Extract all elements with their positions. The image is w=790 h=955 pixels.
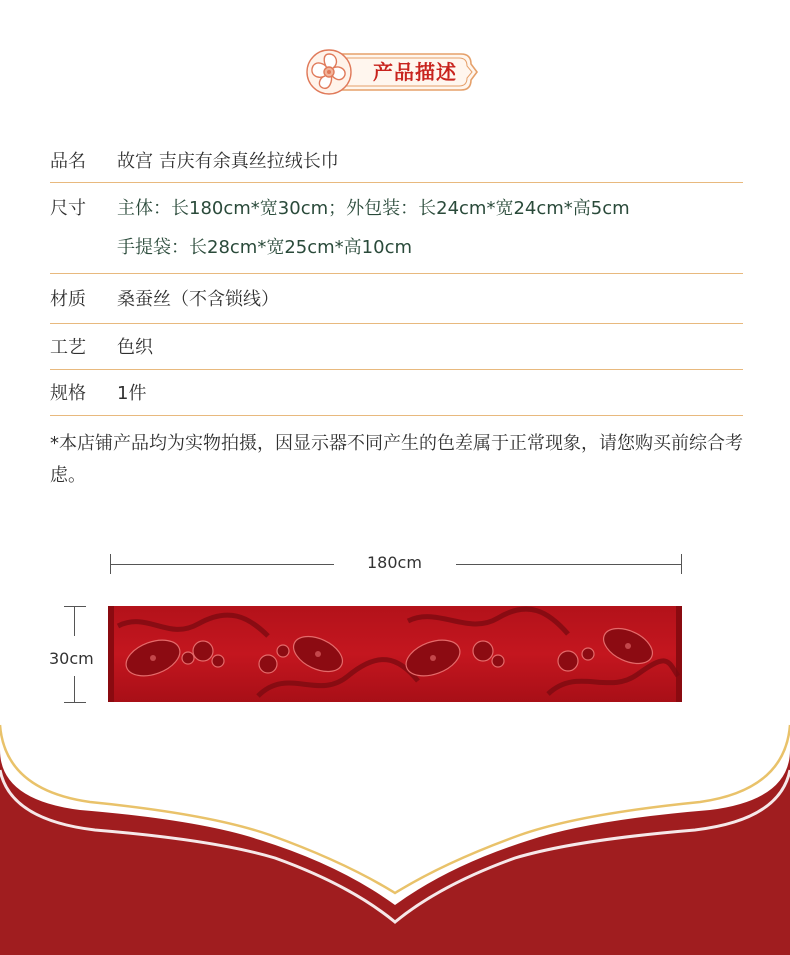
row-divider — [50, 369, 743, 370]
width-label: 30cm — [49, 649, 94, 668]
length-label: 180cm — [367, 553, 422, 572]
row-divider — [50, 323, 743, 324]
row-divider — [50, 415, 743, 416]
row-divider — [50, 273, 743, 274]
size-label: 尺寸 — [50, 198, 86, 219]
name-label: 品名 — [50, 151, 86, 172]
spec-value: 1件 — [117, 383, 147, 404]
size-value-line1: 主体：长180cm*宽30cm；外包装：长24cm*宽24cm*高5cm — [117, 198, 630, 219]
size-value-line2: 手提袋：长28cm*宽25cm*高10cm — [117, 237, 413, 258]
row-divider — [50, 182, 743, 183]
material-value: 桑蚕丝（不含锁线） — [117, 289, 279, 310]
spec-label: 规格 — [50, 383, 86, 404]
material-label: 材质 — [50, 289, 86, 310]
section-header-badge — [301, 46, 479, 98]
craft-label: 工艺 — [50, 337, 86, 358]
section-title: 产品描述 — [373, 60, 457, 84]
name-value: 故宫 吉庆有余真丝拉绒长巾 — [117, 151, 339, 172]
craft-value: 色织 — [117, 337, 153, 358]
bottom-scallop-decoration — [0, 690, 790, 955]
scarf-image — [108, 606, 682, 702]
color-disclaimer-note: *本店铺产品均为实物拍摄，因显示器不同产生的色差属于正常现象，请您购买前综合考虑。 — [50, 433, 743, 486]
